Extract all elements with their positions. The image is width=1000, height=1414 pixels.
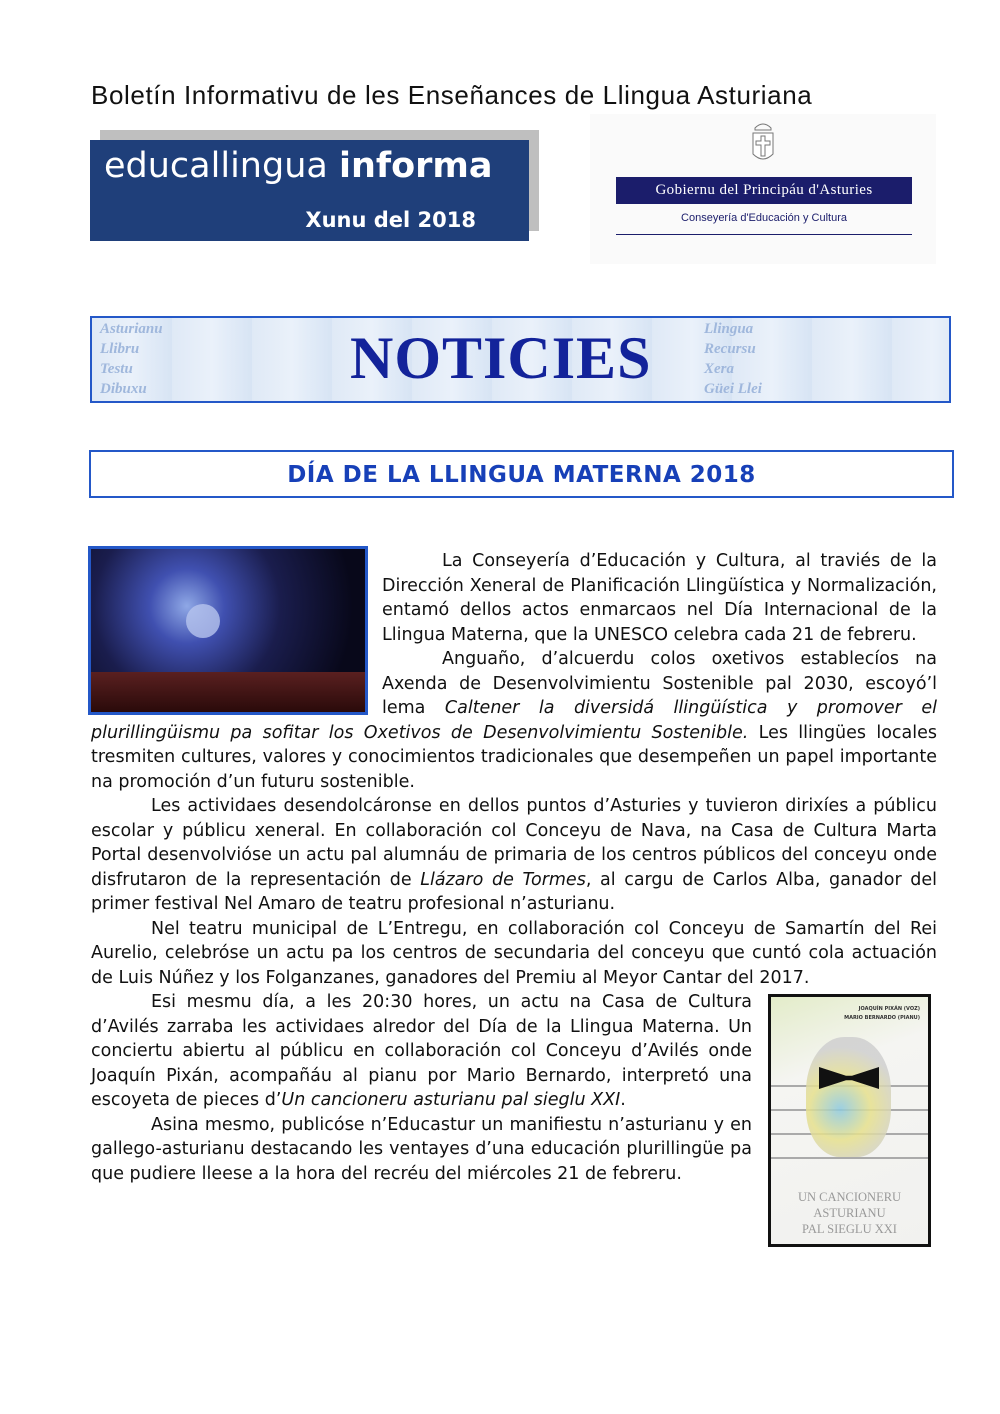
government-logo	[590, 114, 936, 264]
bulletin-title: Boletín Informativu de les Enseñances de Llingua Asturiana	[91, 80, 813, 110]
logo-divider	[616, 234, 912, 235]
masthead-name-light: educallingua	[104, 146, 328, 186]
banner-bg-word: Recursu	[704, 341, 756, 357]
masthead-name-bold: informa	[338, 146, 493, 186]
section-title: DÍA DE LA LLINGUA MATERNA 2018	[287, 462, 756, 488]
banner-bg-word: Llingua	[704, 321, 754, 337]
banner-bg-word: Xera	[704, 361, 734, 377]
staff-line	[771, 1157, 928, 1159]
noticies-banner	[90, 316, 951, 403]
paragraph: Anguaño, d’alcuerdu colos oxetivos establecíos na Axenda de Desenvolvimientu Sostenible pal 2030, escoyó’l lema Caltener la diversidá llingüística y promover el plurillingüismu pa sofitar los Oxetivos de Desenvolvimientu Sostenible. Les llingües locales tresmiten cultures, valores y conocimientos tradicionales que desempeñen un papel importante na promoción d’un futuru sostenible.	[91, 649, 937, 792]
banner-bg-word: Llibru	[100, 341, 140, 357]
paragraph: La Conseyería d’Educación y Cultura, al traviés de la Dirección Xeneral de Planificación Llingüística y Normalización, entamó dellos actos enmarcaos nel Día Internacional de la Llingua Materna, que la UNESCO celebra cada 21 de febreru.	[382, 551, 937, 645]
cover-title: UN CANCIONERU ASTURIANU PAL SIEGLU XXI	[797, 1190, 902, 1236]
section-heading	[89, 450, 954, 498]
paragraph: Nel teatru municipal de L’Entregu, en collaboración col Conceyu de Samartín del Rei Aurelio, celebróse un actu pa los centros de secundaria del conceyu que cuntó cola actuación de Luis Núñez y los Folganzanes, ganadores del Premiu al Meyor Cantar del 2017.	[91, 918, 937, 988]
ministry-name: Conseyería d'Educación y Cultura	[681, 212, 847, 224]
issue-date: Xunu del 2018	[305, 208, 476, 232]
government-name: Gobiernu del Principáu d'Asturies	[616, 177, 912, 204]
paragraph: Esi mesmu día, a les 20:30 hores, un actu na Casa de Cultura d’Avilés zarraba les actividaes alredor del Día de la Llingua Materna. Un conciertu abiertu al públicu en collaboración col Conceyu d’Avilés onde Joaquín Pixán, acompañáu al pianu por Mario Bernardo, interpretó una escoyeta de pieces d’Un cancioneru asturianu pal sieglu XXI.	[91, 992, 752, 1110]
banner-bg-word: Dibuxu	[100, 381, 147, 397]
banner-title: NOTICIES	[350, 325, 652, 391]
paragraph: Les actividaes desendolcáronse en dellos puntos d’Asturies y tuvieron dirixíes a públicu escolar y públicu xeneral. En collaboración col Conceyu de Nava, na Casa de Cultura Marta Portal desenvolvióse un actu pal alumnáu de primaria de los centros públicos del conceyu onde disfrutaron de la representación de Llázaro de Tormes, al cargu de Carlos Alba, ganador del primer festival Nel Amaro de teatru profesional n’asturianu.	[91, 796, 937, 914]
banner-bg-word: Testu	[100, 361, 133, 377]
photo-spacer	[91, 549, 382, 719]
article-body	[91, 549, 937, 1253]
bird-illustration	[806, 1037, 891, 1157]
paragraph: Asina mesmo, publicóse n’Educastur un manifiestu n’asturianu y en gallego-asturianu destacando les ventayes d’una educación plurillingüe pa que pudiere lleese a la hora del recréu del miércoles 21 de febreru.	[91, 1114, 752, 1184]
asturias-crest-icon	[750, 118, 776, 164]
masthead-name	[104, 146, 493, 186]
cover-authors: JOAQUÍN PIXÁN (VOZ) MARIO BERNARDO (PIANU)	[844, 1006, 920, 1021]
banner-bg-word: Asturianu	[100, 321, 163, 337]
songbook-cover-image	[768, 994, 931, 1247]
banner-bg-word: Güei Llei	[704, 381, 762, 397]
masthead	[90, 140, 529, 241]
